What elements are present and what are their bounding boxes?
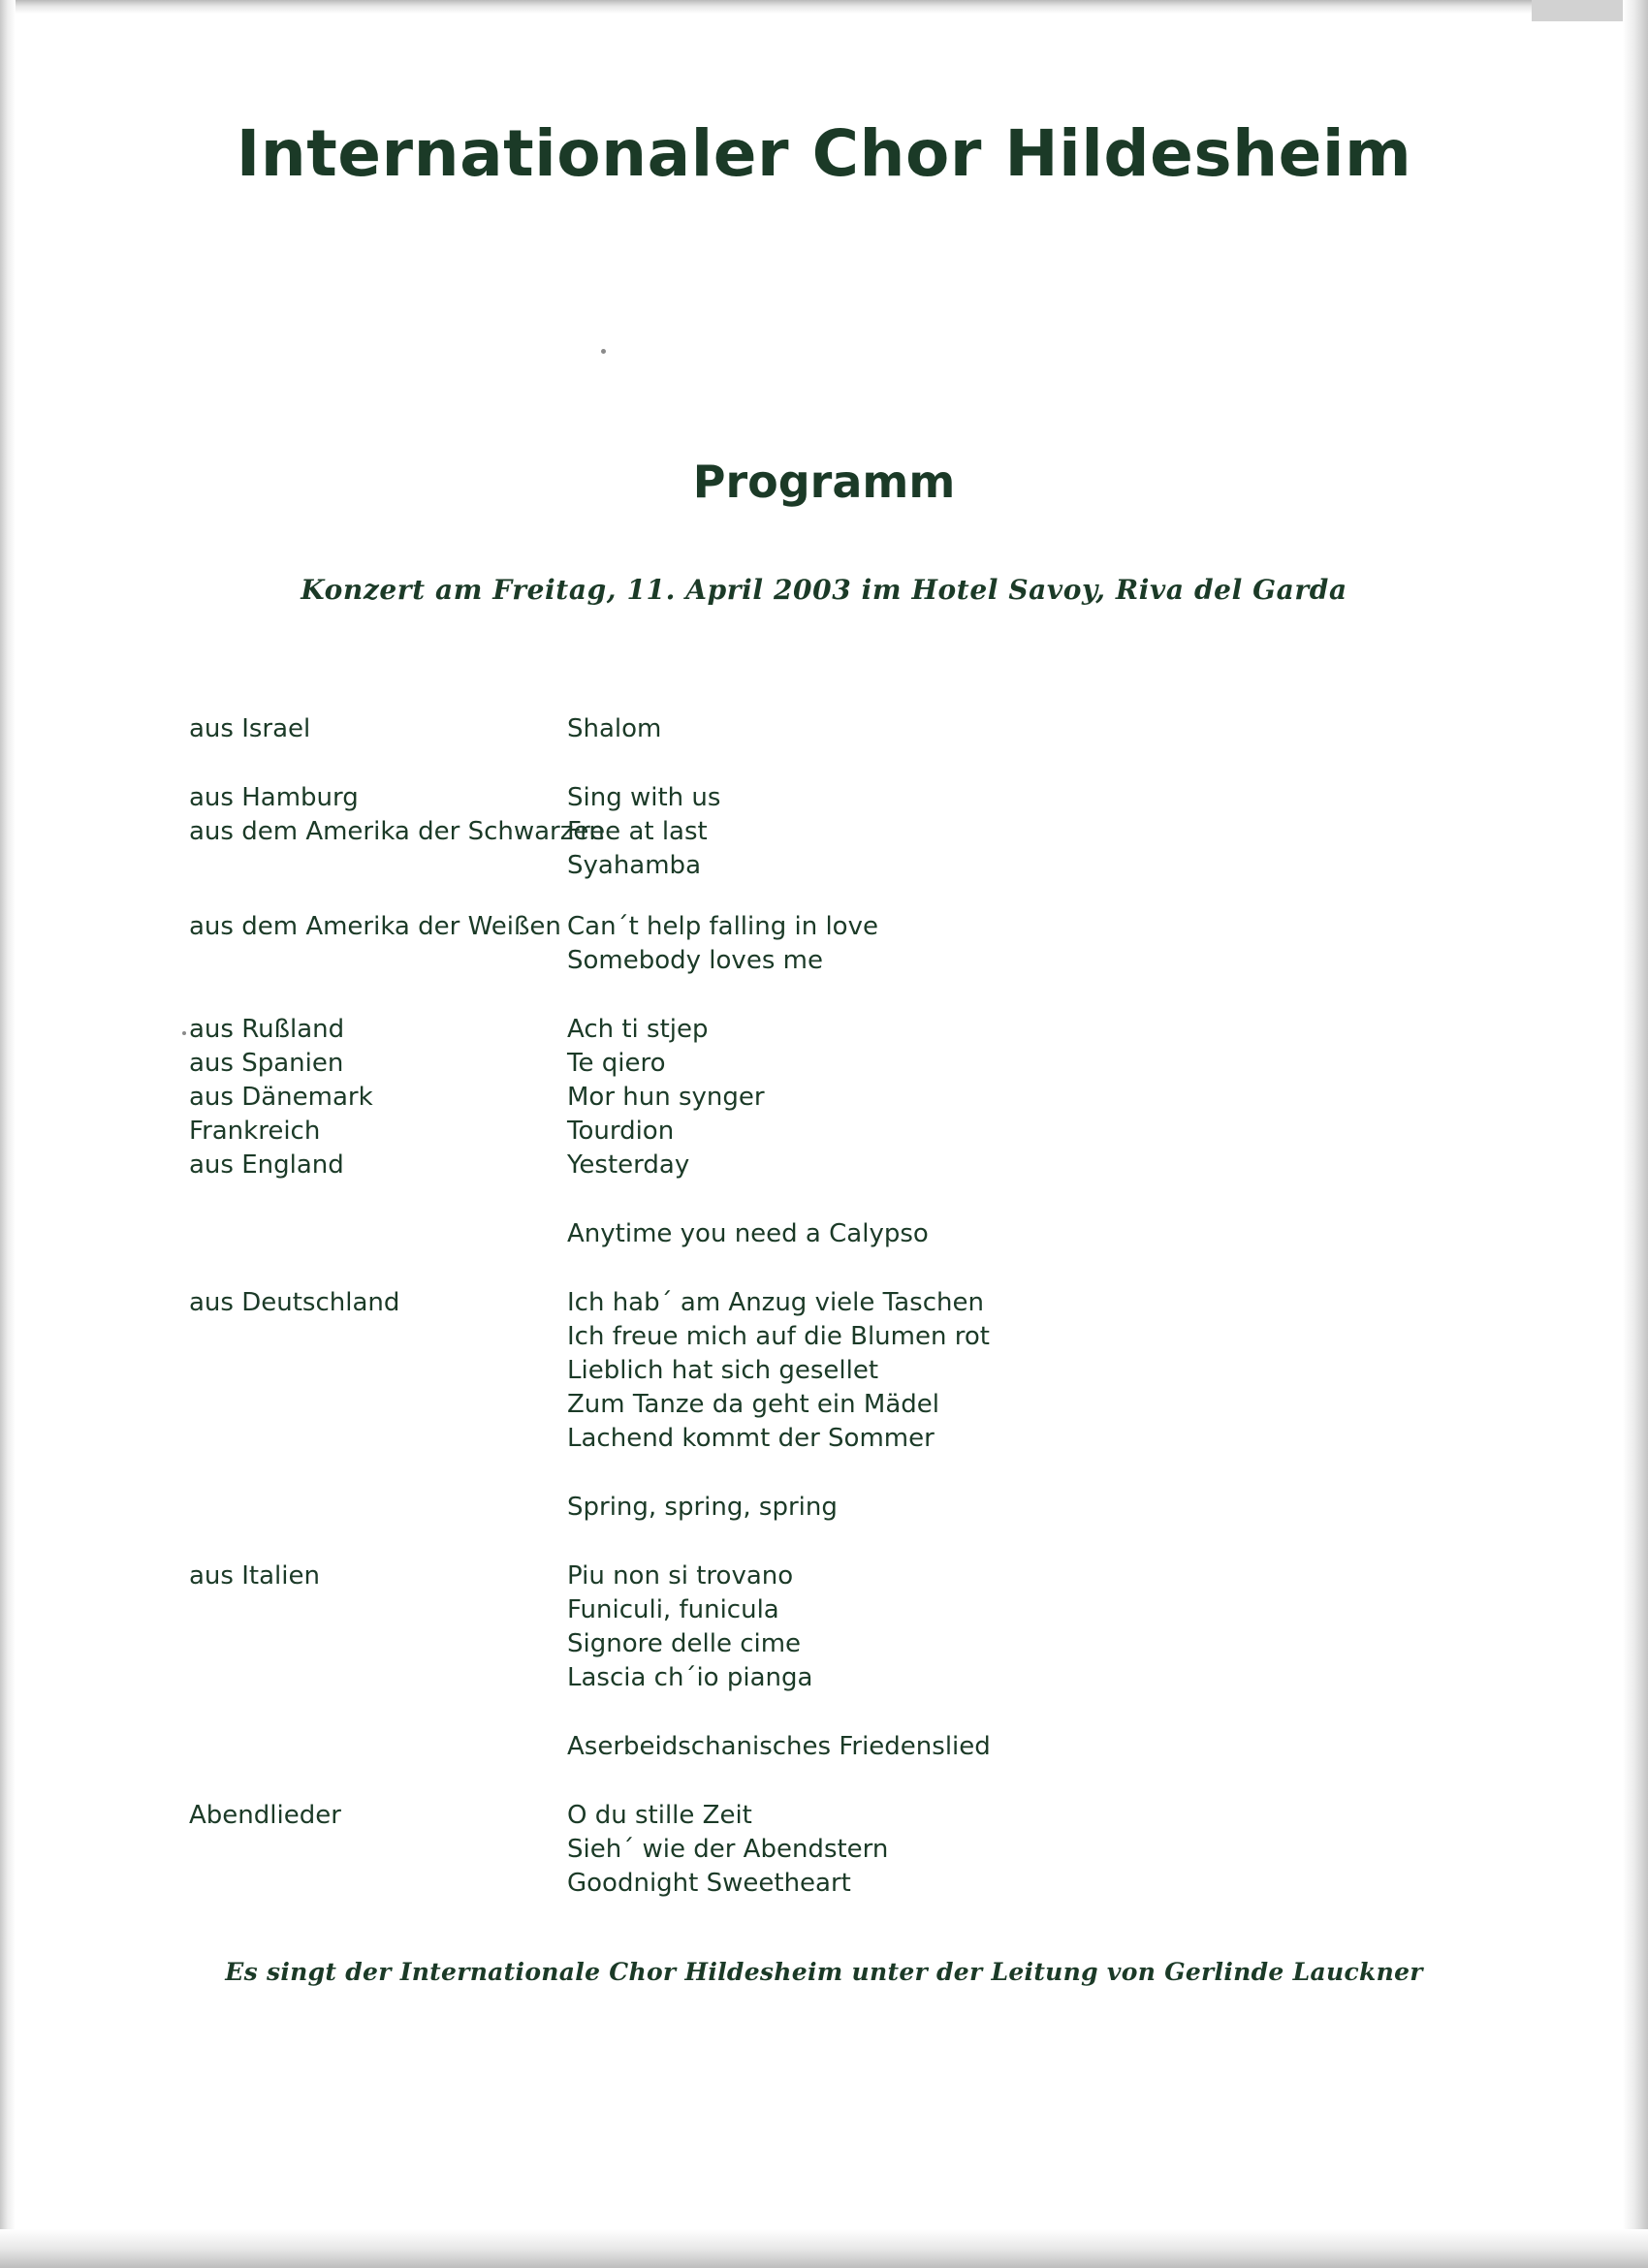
- song-column: [567, 1799, 1478, 1901]
- song-column: [567, 781, 1478, 883]
- program-heading: Programm: [692, 456, 956, 508]
- origin-label: aus dem Amerika der Schwarzen: [189, 817, 605, 846]
- program-group-row: [189, 1559, 1478, 1695]
- group-spacer: [189, 1525, 1478, 1559]
- program-group-row: [189, 1286, 1478, 1456]
- origin-label: aus Hamburg: [189, 783, 359, 812]
- song-title: Spring, spring, spring: [567, 1493, 838, 1522]
- program-group-row: [189, 910, 1478, 978]
- group-spacer: [189, 1764, 1478, 1799]
- program-group: [189, 781, 1478, 883]
- song-title: Lascia ch´io pianga: [567, 1663, 813, 1692]
- song-column: [567, 1217, 1478, 1251]
- origin-column: [189, 1799, 567, 1833]
- origin-column: [189, 1217, 567, 1251]
- song-column: [567, 910, 1478, 978]
- program-group-row: [189, 1491, 1478, 1525]
- program-group: [189, 1730, 1478, 1764]
- song-title: Can´t help falling in love: [567, 912, 878, 941]
- scan-edge-right: [1623, 0, 1648, 2268]
- program-group-row: [189, 1217, 1478, 1251]
- program-group-row: [189, 1013, 1478, 1182]
- scan-speck: [601, 349, 606, 354]
- origin-column: [189, 781, 605, 849]
- origin-label: aus Deutschland: [189, 1288, 400, 1317]
- origin-label: aus Israel: [189, 714, 311, 743]
- origin-label: Frankreich: [189, 1117, 321, 1146]
- origin-label: aus Italien: [189, 1561, 320, 1591]
- scan-edge-left: [0, 0, 16, 2268]
- origin-column: [189, 712, 567, 746]
- song-column: [567, 1730, 1478, 1764]
- program-group: [189, 1491, 1478, 1525]
- origin-spacer: [189, 1730, 567, 1764]
- song-title: Piu non si trovano: [567, 1561, 794, 1591]
- concert-subtitle: Konzert am Freitag, 11. April 2003 im Hotel Savoy, Riva del Garda: [301, 574, 1347, 606]
- song-column: [567, 1286, 1478, 1456]
- song-title: Free at last: [567, 817, 708, 846]
- program-group: [189, 910, 1478, 978]
- song-column: [567, 1559, 1478, 1695]
- song-title: Sieh´ wie der Abendstern: [567, 1835, 889, 1864]
- group-spacer: [189, 1182, 1478, 1217]
- scan-edge-top: [0, 0, 1648, 14]
- song-title: Sing with us: [567, 783, 721, 812]
- song-title: Zum Tanze da geht ein Mädel: [567, 1390, 939, 1419]
- group-spacer: [189, 883, 1478, 910]
- program-group-row: [189, 712, 1478, 746]
- program-group: [189, 1559, 1478, 1695]
- song-title: Goodnight Sweetheart: [567, 1869, 851, 1898]
- group-spacer: [189, 1695, 1478, 1730]
- song-title: O du stille Zeit: [567, 1801, 752, 1830]
- origin-column: [189, 1559, 567, 1593]
- program-group: [189, 712, 1478, 746]
- group-spacer: [189, 1251, 1478, 1286]
- song-title: Yesterday: [567, 1150, 690, 1180]
- song-title: Ach ti stjep: [567, 1015, 709, 1044]
- song-title: Anytime you need a Calypso: [567, 1219, 929, 1248]
- song-title: Funiculi, funicula: [567, 1595, 779, 1624]
- song-column: [567, 1491, 1478, 1525]
- origin-label: aus Rußland: [189, 1015, 345, 1044]
- page-title: Internationaler Chor Hildesheim: [236, 116, 1412, 191]
- origin-column: [189, 1491, 567, 1525]
- scan-edge-bottom: [0, 2229, 1648, 2268]
- song-title: Lachend kommt der Sommer: [567, 1424, 935, 1453]
- program-group-row: [189, 781, 1478, 883]
- song-title: Ich freue mich auf die Blumen rot: [567, 1322, 990, 1351]
- scan-speck: [182, 1031, 186, 1035]
- origin-spacer: [189, 1491, 567, 1525]
- program-group: [189, 1013, 1478, 1182]
- song-column: [567, 712, 1478, 746]
- song-title: Tourdion: [567, 1117, 675, 1146]
- song-column: [567, 1013, 1478, 1182]
- origin-label: Abendlieder: [189, 1801, 341, 1830]
- group-spacer: [189, 746, 1478, 781]
- program-group-row: [189, 1799, 1478, 1901]
- song-title: Syahamba: [567, 851, 701, 880]
- song-title: Te qiero: [567, 1049, 666, 1078]
- song-title: Ich hab´ am Anzug viele Taschen: [567, 1288, 984, 1317]
- program-group-row: [189, 1730, 1478, 1764]
- origin-label: aus Dänemark: [189, 1083, 373, 1112]
- group-spacer: [189, 1456, 1478, 1491]
- program-group: [189, 1799, 1478, 1901]
- origin-column: [189, 1286, 567, 1320]
- program-group: [189, 1286, 1478, 1456]
- song-title: Signore delle cime: [567, 1629, 802, 1658]
- song-title: Shalom: [567, 714, 662, 743]
- song-title: Somebody loves me: [567, 946, 823, 975]
- program-list: [189, 712, 1478, 1901]
- origin-column: [189, 1013, 567, 1182]
- origin-label: aus Spanien: [189, 1049, 344, 1078]
- origin-spacer: [189, 1217, 567, 1251]
- origin-column: [189, 1730, 567, 1764]
- group-spacer: [189, 978, 1478, 1013]
- origin-label: aus England: [189, 1150, 344, 1180]
- origin-column: [189, 910, 567, 944]
- ensemble-credit: Es singt der Internationale Chor Hildesheim unter der Leitung von Gerlinde Lauckner: [225, 1958, 1423, 1986]
- song-title: Mor hun synger: [567, 1083, 765, 1112]
- song-title: Aserbeidschanisches Friedenslied: [567, 1732, 991, 1761]
- origin-label: aus dem Amerika der Weißen: [189, 912, 561, 941]
- song-title: Lieblich hat sich gesellet: [567, 1356, 879, 1385]
- program-group: [189, 1217, 1478, 1251]
